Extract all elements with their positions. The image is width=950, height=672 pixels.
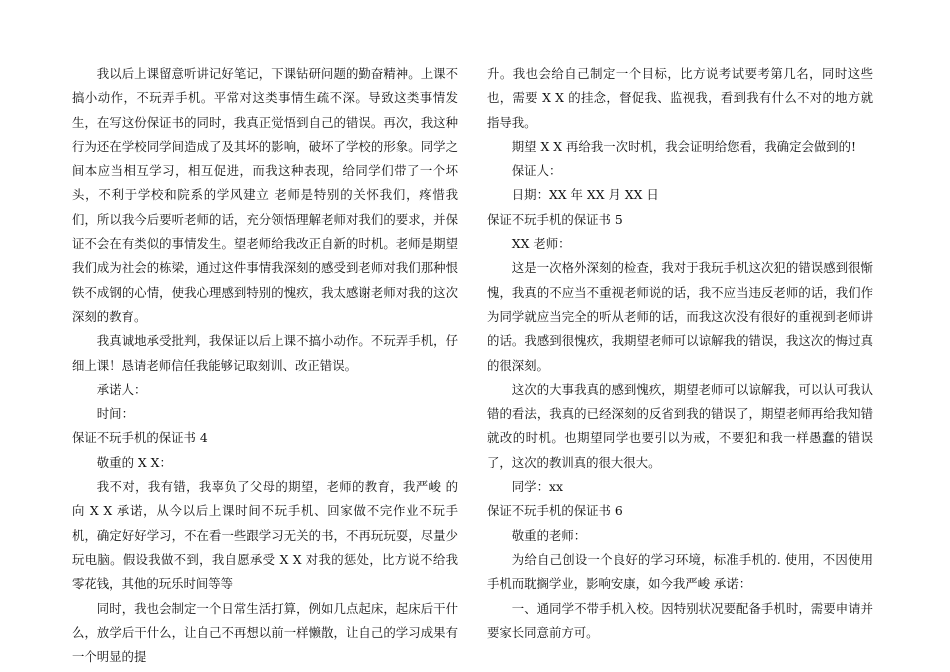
left-column xyxy=(72,62,458,669)
paragraph: 期望 X X 再给我一次时机，我会证明给您看，我确定会做到的! xyxy=(511,138,856,154)
paragraph: 同时，我也会制定一个日常生活打算，例如几点起床，起床后干什么，放学后干什么，让自己不再想以前一样懒散，让自己的学习成果有一个明显的提 xyxy=(72,600,458,665)
salutation: 敬重的 X X： xyxy=(96,454,172,470)
paragraph: 一、通同学不带手机入校。因特别状况要配备手机时，需要申请并要家长同意前方可。 xyxy=(487,600,873,640)
paragraph: 我以后上课留意听讲记好笔记，下课钻研问题的勤奋精神。上课不搞小动作，不玩弄手机。平常对这类事情生疏不深。导致这类事情发生，在写这份保证书的同时，我真正觉悟到自己的错误。再次，我这种行为还在学校同学间造成了及其坏的影响，破坏了学校的形象。同学之间本应当相互学习，相互促进，而我这种表现，给同学们带了一个坏头，不利于学校和院系的学风建立 老师是特别的关怀我们，疼惜我们，所以我今后要听老师的话，充分领悟理解老师对我们的要求，并保证不会在有类似的事情发生。望老师给我改正自新的时机。老师是期望我们成为社会的栋梁，通过这件事情我深刻的感受到老师对我们那种恨铁不成钢的心情，使我心理感到特别的愧疚，我太感谢老师对我的这次深刻的教育。 xyxy=(72,66,458,324)
paragraph: 升。我也会给自己制定一个目标，比方说考试要考第几名，同时这些也，需要 X X 的挂念，督促我、监视我，看到我有什么不对的地方就指导我。 xyxy=(487,66,873,130)
salutation: XX 老师： xyxy=(511,236,571,252)
date-line: 日期：XX 年 XX 月 XX 日 xyxy=(511,187,659,203)
time-label: 时间： xyxy=(96,406,134,422)
salutation: 敬重的老师： xyxy=(511,527,587,543)
section-title: 保证不玩手机的保证书 6 xyxy=(487,503,623,519)
signer-label: 承诺人： xyxy=(96,381,147,397)
section-title: 保证不玩手机的保证书 5 xyxy=(487,211,623,227)
paragraph: 我不对，我有错，我辜负了父母的期望，老师的教育，我严峻 的向 X X 承诺，从今以后上课时间不玩手机、回家做不完作业不玩手机，确定好好学习，不在看一些跟学习无关的书，不再玩玩耍，尽量少玩电脑。假设我做不到，我自愿承受 X X 对我的惩处，比方说不给我零花钱，其他的玩乐时间等等 xyxy=(72,479,458,592)
paragraph: 这次的大事我真的感到愧疚，期望老师可以谅解我，可以认可我认错的看法，我真的已经深刻的反省到我的错误了，期望老师再给我知错就改的时机。也期望同学也要引以为戒，不要犯和我一样愚蠢的错误了，这次的教训真的很大很大。 xyxy=(487,381,873,470)
student-signature: 同学：xx xyxy=(511,479,563,495)
paragraph: 这是一次格外深刻的检查，我对于我玩手机这次犯的错误感到很惭愧，我真的不应当不重视老师说的话，我不应当违反老师的话，我们作为同学就应当完全的听从老师的话，而我这次没有很好的重视到老师讲的话。我感到很愧疚，我期望老师可以谅解我的错误，我这次的悔过真的很深刻。 xyxy=(487,260,873,373)
paragraph: 为给自己创设一个良好的学习环境，标准手机的. 使用，不因使用手机而耽搁学业，影响安康，如今我严峻 承诺： xyxy=(487,551,873,592)
guarantor-label: 保证人： xyxy=(511,163,562,179)
paragraph: 我真诚地承受批判，我保证以后上课不搞小动作。不玩弄手机，仔细上课！恳请老师信任我能够记取刻训、改正错误。 xyxy=(72,333,458,373)
section-title: 保证不玩手机的保证书 4 xyxy=(72,430,208,446)
right-column xyxy=(487,62,873,645)
